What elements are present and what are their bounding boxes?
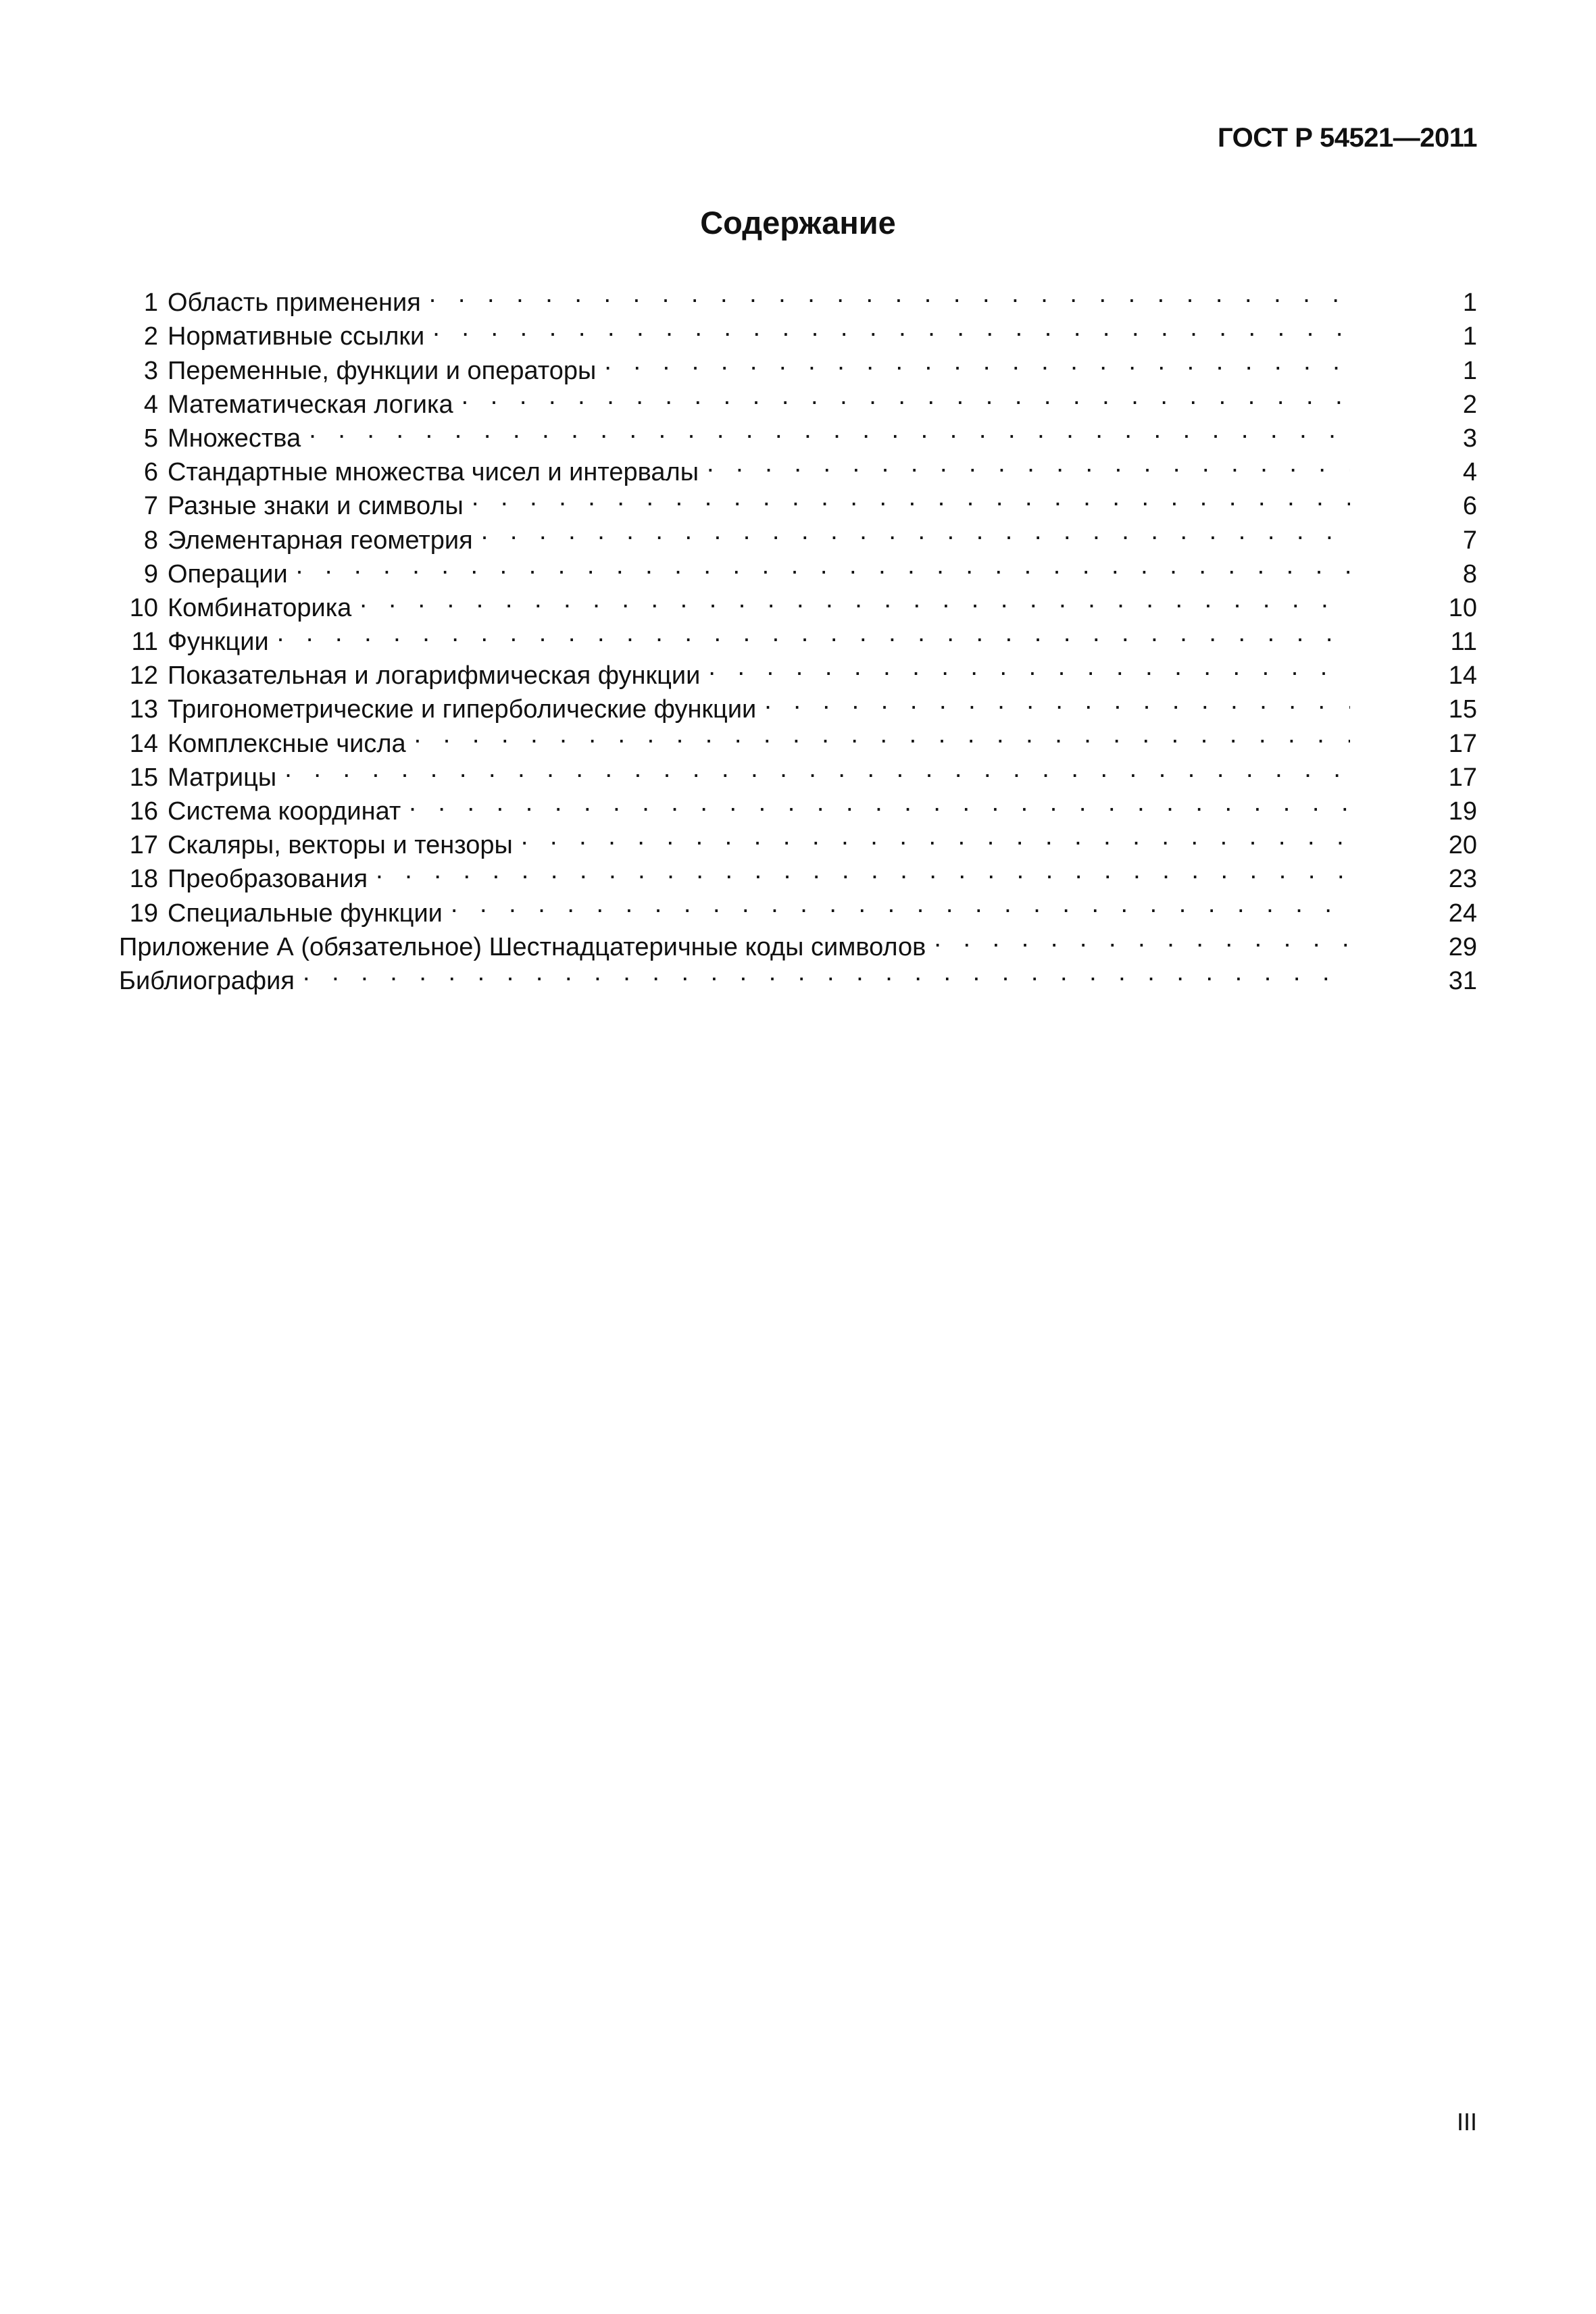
toc-entry-label: Система координат xyxy=(168,797,401,826)
toc-entry-number: 16 xyxy=(129,797,158,826)
toc-entry-page: 14 xyxy=(1448,661,1477,690)
toc-entry-label: Приложение А (обязательное) Шестнадцатеричные коды символов xyxy=(119,932,926,961)
toc-entry-label: Скаляры, векторы и тензоры xyxy=(168,831,513,860)
toc-entry-number: 5 xyxy=(143,424,158,453)
toc-entry-page: 11 xyxy=(1450,628,1477,657)
toc-leader-dots xyxy=(481,514,1350,548)
toc-leader-dots xyxy=(284,752,1350,786)
toc-entry-page: 17 xyxy=(1448,763,1477,792)
toc-entry-page: 7 xyxy=(1462,526,1477,555)
toc-entry-number: 19 xyxy=(129,899,158,928)
toc-leader-dots xyxy=(604,345,1350,378)
toc-entry[interactable] xyxy=(119,650,1477,690)
toc-entry-label: Стандартные множества чисел и интервалы xyxy=(168,458,699,487)
toc-entry-page: 29 xyxy=(1448,932,1477,961)
toc-entry[interactable] xyxy=(119,786,1477,826)
toc-leader-dots xyxy=(429,277,1350,311)
toc-entry-label: Переменные, функции и операторы xyxy=(168,356,597,385)
toc-entry-number: 15 xyxy=(129,763,158,792)
toc-entry-number: 17 xyxy=(129,831,158,860)
toc-title: Содержание xyxy=(700,205,896,241)
toc-entry[interactable] xyxy=(119,549,1477,588)
toc-entry-number: 4 xyxy=(143,390,158,419)
toc-leader-dots xyxy=(414,718,1350,751)
toc-entry-label: Показательная и логарифмическая функции xyxy=(168,661,701,690)
toc-entry-label: Тригонометрические и гиперболические функции xyxy=(168,695,757,724)
toc-leader-dots xyxy=(707,447,1350,480)
document-code: ГОСТ Р 54521—2011 xyxy=(1218,123,1477,153)
toc-entry-number: 6 xyxy=(143,458,158,487)
toc-entry-page: 31 xyxy=(1448,966,1477,995)
toc-entry-page: 2 xyxy=(1462,390,1477,419)
toc-entry-page: 19 xyxy=(1448,797,1477,826)
table-of-contents xyxy=(119,277,1477,995)
toc-entry-number: 13 xyxy=(129,695,158,724)
toc-leader-dots xyxy=(521,820,1350,853)
toc-entry-page: 23 xyxy=(1448,865,1477,894)
toc-entry-number: 8 xyxy=(143,526,158,555)
toc-entry-label: Нормативные ссылки xyxy=(168,322,425,351)
toc-entry-number: 1 xyxy=(143,288,158,318)
toc-entry[interactable] xyxy=(119,413,1477,453)
toc-entry[interactable] xyxy=(119,447,1477,487)
toc-entry-label: Матрицы xyxy=(168,763,277,792)
toc-leader-dots xyxy=(432,311,1350,345)
toc-leader-dots xyxy=(296,549,1350,582)
toc-entry-label: Разные знаки и символы xyxy=(168,492,464,521)
toc-entry-number: 2 xyxy=(143,322,158,351)
toc-entry-page: 10 xyxy=(1448,593,1477,622)
toc-entry-number: 14 xyxy=(129,729,158,758)
toc-entry[interactable] xyxy=(119,277,1477,318)
toc-entry-label: Комбинаторика xyxy=(168,593,352,622)
toc-entry-page: 20 xyxy=(1448,831,1477,860)
toc-entry-number: 9 xyxy=(143,559,158,588)
toc-entry-label: Специальные функции xyxy=(168,899,443,928)
toc-entry-label: Функции xyxy=(168,628,269,657)
toc-entry-number: 11 xyxy=(131,628,158,657)
toc-leader-dots xyxy=(309,413,1350,447)
toc-entry-number: 10 xyxy=(129,593,158,622)
toc-entry-page: 3 xyxy=(1462,424,1477,453)
toc-entry-label: Математическая логика xyxy=(168,390,453,419)
toc-entry-page: 1 xyxy=(1462,288,1477,318)
toc-entry-page: 15 xyxy=(1448,695,1477,724)
toc-entry-label: Преобразования xyxy=(168,865,368,894)
toc-entry-page: 17 xyxy=(1448,729,1477,758)
toc-entry-label: Комплексные числа xyxy=(168,729,406,758)
toc-leader-dots xyxy=(462,379,1350,413)
toc-entry-number: 7 xyxy=(143,492,158,521)
toc-entry-page: 6 xyxy=(1462,492,1477,521)
toc-entry-label: Библиография xyxy=(119,966,295,995)
toc-entry-number: 12 xyxy=(129,661,158,690)
toc-entry-label: Элементарная геометрия xyxy=(168,526,473,555)
toc-leader-dots xyxy=(277,616,1350,650)
toc-entry-page: 4 xyxy=(1462,458,1477,487)
toc-entry-label: Множества xyxy=(168,424,301,453)
toc-leader-dots xyxy=(764,684,1350,718)
toc-entry-label: Операции xyxy=(168,559,288,588)
toc-leader-dots xyxy=(409,786,1350,820)
toc-entry[interactable] xyxy=(119,752,1477,792)
toc-entry-page: 1 xyxy=(1462,356,1477,385)
toc-leader-dots xyxy=(451,887,1350,921)
toc-leader-dots xyxy=(359,582,1350,616)
toc-entry-page: 1 xyxy=(1462,322,1477,351)
toc-entry-number: 18 xyxy=(129,865,158,894)
toc-leader-dots xyxy=(472,480,1350,514)
toc-leader-dots xyxy=(934,922,1350,955)
toc-entry-page: 8 xyxy=(1462,559,1477,588)
toc-leader-dots xyxy=(376,853,1350,887)
toc-leader-dots xyxy=(303,955,1350,989)
toc-entry-label: Область применения xyxy=(168,288,421,318)
toc-entry[interactable] xyxy=(119,616,1477,657)
toc-entry-number: 3 xyxy=(143,356,158,385)
toc-entry-page: 24 xyxy=(1448,899,1477,928)
toc-entry[interactable] xyxy=(119,955,1477,995)
toc-leader-dots xyxy=(708,650,1350,684)
page-number: III xyxy=(1456,2108,1477,2136)
toc-entry[interactable] xyxy=(119,582,1477,622)
